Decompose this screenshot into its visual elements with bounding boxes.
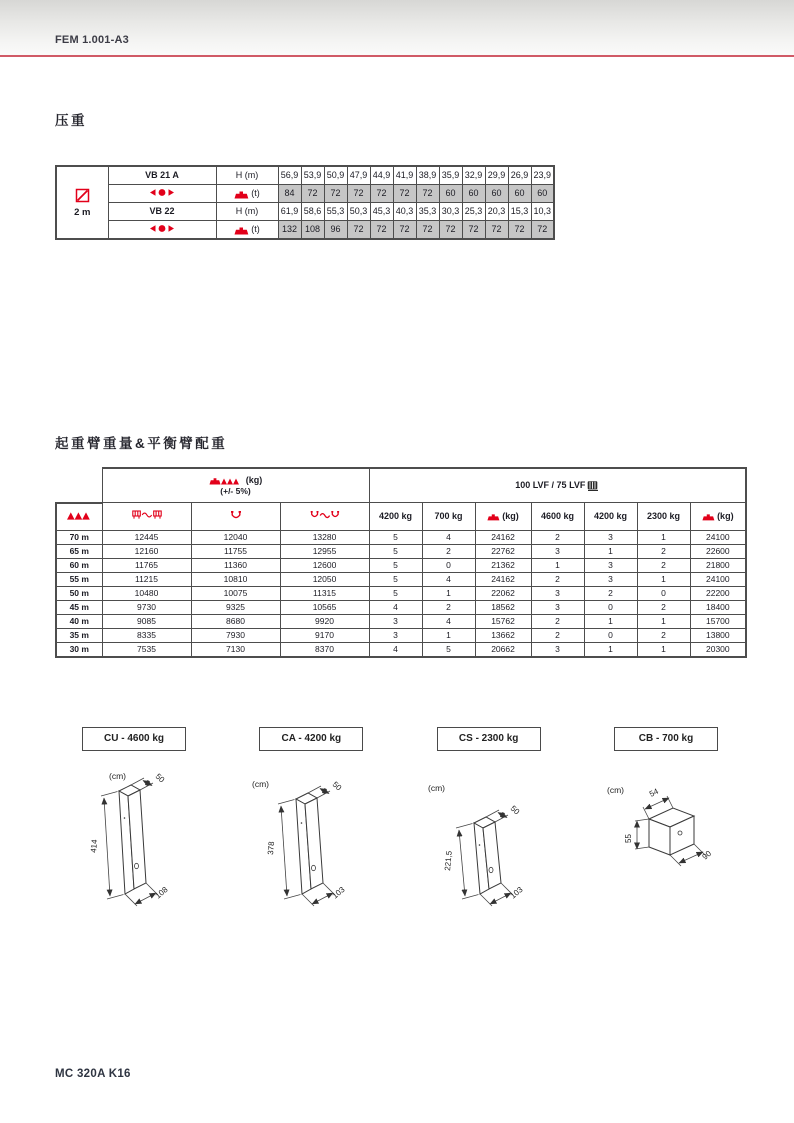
counterweight-drawing-ca — [236, 763, 386, 908]
counterweight-label: CB - 700 kg — [614, 727, 718, 751]
table-cell: 7535 — [102, 642, 191, 657]
table-cell: 72 — [393, 221, 416, 240]
table-cell: 15,3 — [508, 203, 531, 221]
table-cell: 2 — [584, 586, 637, 600]
table-cell: 60 — [439, 185, 462, 203]
table-cell: 7930 — [191, 628, 280, 642]
table-cell: 24100 — [690, 572, 746, 586]
table-cell: 4 — [369, 642, 422, 657]
table-cell: 72 — [324, 185, 347, 203]
table-cell: 2 — [531, 530, 584, 544]
counterweight-drawing-cb — [591, 763, 741, 908]
table-cell: 35,9 — [439, 166, 462, 185]
table-cell: 32,9 — [462, 166, 485, 185]
table-cell: 18400 — [690, 600, 746, 614]
table-cell: 50,3 — [347, 203, 370, 221]
unit-label: (cm) — [109, 770, 126, 781]
table-row — [56, 203, 554, 221]
column-header-counterweight-kg — [475, 503, 531, 531]
table-cell: 60 — [462, 185, 485, 203]
table-cell: 26,9 — [508, 166, 531, 185]
table-cell: 84 — [278, 185, 301, 203]
table-cell: 12600 — [280, 558, 369, 572]
table-cell: 22062 — [475, 586, 531, 600]
table-cell: 0 — [637, 586, 690, 600]
table-cell: 47,9 — [347, 166, 370, 185]
jib-length: 50 m — [56, 586, 102, 600]
mast-section-icon — [75, 188, 90, 203]
table-cell: 56,9 — [278, 166, 301, 185]
ballast-table — [55, 165, 555, 240]
table-row — [56, 642, 746, 657]
table-cell: 4 — [369, 600, 422, 614]
table-cell: 4 — [422, 530, 475, 544]
table-cell: 38,9 — [416, 166, 439, 185]
jib-length: 45 m — [56, 600, 102, 614]
table-row — [56, 558, 746, 572]
table-cell: 1 — [584, 544, 637, 558]
variant-name: VB 22 — [108, 203, 216, 221]
table-cell: 3 — [531, 642, 584, 657]
jib-length: 55 m — [56, 572, 102, 586]
hook-config-header — [191, 503, 280, 531]
table-row — [56, 600, 746, 614]
jib-weight-icon — [209, 475, 243, 485]
table-cell: 3 — [369, 614, 422, 628]
sub-header-row — [56, 503, 746, 531]
width-dimension: 54 — [647, 786, 660, 799]
counterweight-icon — [702, 512, 715, 521]
table-cell: 13662 — [475, 628, 531, 642]
central-ballast-icon — [150, 188, 174, 197]
kg-unit-label: (kg) — [717, 510, 734, 521]
table-cell: 1 — [584, 614, 637, 628]
table-cell: 18562 — [475, 600, 531, 614]
table-cell: 44,9 — [370, 166, 393, 185]
table-cell: 5 — [369, 558, 422, 572]
table-cell: 60 — [485, 185, 508, 203]
mast-cell — [56, 166, 108, 239]
column-header-block-2300: 2300 kg — [637, 503, 690, 531]
table-row — [56, 530, 746, 544]
table-cell: 22600 — [690, 544, 746, 558]
table-cell: 72 — [439, 221, 462, 240]
table-cell: 72 — [347, 185, 370, 203]
counterweight-drawing-cs — [414, 763, 564, 908]
table-cell: 1 — [584, 642, 637, 657]
table-cell: 10480 — [102, 586, 191, 600]
table-cell: 9085 — [102, 614, 191, 628]
table-cell: 11315 — [280, 586, 369, 600]
hook-pair-config-header — [280, 503, 369, 531]
table-cell: 3 — [584, 530, 637, 544]
table-row — [56, 185, 554, 203]
group-header-row — [56, 468, 746, 503]
table-cell: 2 — [531, 572, 584, 586]
table-cell: 11765 — [102, 558, 191, 572]
column-header-trolley-700: 700 kg — [422, 503, 475, 531]
table-cell: 15762 — [475, 614, 531, 628]
width-dimension: 50 — [508, 803, 521, 816]
counterweight-card-ca — [232, 727, 390, 908]
table-cell: 24100 — [690, 530, 746, 544]
height-dimension: 55 — [623, 833, 633, 843]
table-cell: 23,9 — [531, 166, 554, 185]
section-title-ballast: 压重 — [55, 113, 87, 128]
section-title-jib-weights: 起重臂重量&平衡臂配重 — [55, 436, 228, 451]
counterweight-card-cu — [55, 727, 213, 908]
table-cell: 12955 — [280, 544, 369, 558]
column-header-trolley-4200: 4200 kg — [369, 503, 422, 531]
table-cell: 21800 — [690, 558, 746, 572]
table-row — [56, 572, 746, 586]
height-row-label: H (m) — [216, 203, 278, 221]
table-cell: 20662 — [475, 642, 531, 657]
ballast-weight-icon — [234, 225, 249, 235]
table-cell: 72 — [416, 221, 439, 240]
unit-label: (cm) — [606, 784, 624, 795]
table-cell: 3 — [584, 558, 637, 572]
table-cell: 5 — [422, 642, 475, 657]
ballast-weight-icon — [234, 189, 249, 199]
table-cell: 50,9 — [324, 166, 347, 185]
depth-dimension: 103 — [508, 884, 525, 901]
jib-length: 30 m — [56, 642, 102, 657]
tonnes-unit-label: (t) — [251, 224, 260, 234]
table-cell: 4 — [422, 572, 475, 586]
column-header-counterweight-kg — [690, 503, 746, 531]
mast-size-label: 2 m — [74, 206, 91, 218]
table-cell: 13280 — [280, 530, 369, 544]
table-cell: 72 — [370, 221, 393, 240]
table-cell: 9170 — [280, 628, 369, 642]
height-dimension: 414 — [89, 838, 100, 853]
table-cell: 0 — [584, 600, 637, 614]
hook-pair-icon — [310, 511, 340, 521]
table-cell: 0 — [584, 628, 637, 642]
table-cell: 10,3 — [531, 203, 554, 221]
hoist-group-label: 100 LVF / 75 LVF — [515, 480, 586, 490]
tolerance-label: (+/- 5%) — [220, 486, 251, 497]
table-cell: 72 — [531, 221, 554, 240]
table-cell: 35,3 — [416, 203, 439, 221]
table-cell: 20300 — [690, 642, 746, 657]
table-cell: 45,3 — [370, 203, 393, 221]
table-cell: 2 — [637, 558, 690, 572]
table-cell: 1 — [422, 586, 475, 600]
height-dimension: 221,5 — [442, 849, 454, 871]
table-cell: 132 — [278, 221, 301, 240]
variant-name: VB 21 A — [108, 166, 216, 185]
counterweight-card-cb — [587, 727, 745, 908]
table-cell: 21362 — [475, 558, 531, 572]
table-cell: 72 — [508, 221, 531, 240]
counterweight-icon — [487, 512, 500, 521]
table-cell: 1 — [637, 642, 690, 657]
table-cell: 3 — [531, 544, 584, 558]
unit-label: (cm) — [427, 782, 445, 793]
table-cell: 22762 — [475, 544, 531, 558]
table-cell: 7130 — [191, 642, 280, 657]
table-cell: 2 — [422, 544, 475, 558]
table-cell: 9920 — [280, 614, 369, 628]
depth-dimension: 90 — [700, 848, 714, 862]
table-cell: 2 — [637, 628, 690, 642]
jib-length: 70 m — [56, 530, 102, 544]
counterweight-card-cs — [410, 727, 568, 908]
table-cell: 72 — [416, 185, 439, 203]
width-dimension: 50 — [330, 779, 344, 792]
height-dimension: 378 — [266, 840, 277, 855]
table-cell: 25,3 — [462, 203, 485, 221]
table-cell: 72 — [393, 185, 416, 203]
empty-corner-cell — [56, 468, 102, 503]
unit-label: (cm) — [252, 778, 270, 789]
table-cell: 11360 — [191, 558, 280, 572]
counterweight-drawing-cu — [59, 763, 209, 908]
table-cell: 8680 — [191, 614, 280, 628]
jib-length: 60 m — [56, 558, 102, 572]
jib-length: 40 m — [56, 614, 102, 628]
table-cell: 10075 — [191, 586, 280, 600]
tonnes-unit-label: (t) — [251, 188, 260, 198]
table-row — [56, 221, 554, 240]
table-cell: 40,3 — [393, 203, 416, 221]
hook-icon — [230, 511, 242, 521]
table-cell: 4 — [422, 614, 475, 628]
table-cell: 53,9 — [301, 166, 324, 185]
ballast-row-label — [216, 185, 278, 203]
counterweight-label: CS - 2300 kg — [437, 727, 541, 751]
table-row — [56, 614, 746, 628]
hoist-winch-icon — [587, 481, 599, 491]
jib-icon — [67, 511, 91, 520]
table-cell: 5 — [369, 544, 422, 558]
table-cell: 8370 — [280, 642, 369, 657]
table-cell: 3 — [584, 572, 637, 586]
kg-unit-label: (kg) — [502, 510, 519, 521]
table-cell: 10565 — [280, 600, 369, 614]
table-cell: 12445 — [102, 530, 191, 544]
table-cell: 5 — [369, 572, 422, 586]
counterweight-label: CA - 4200 kg — [259, 727, 363, 751]
table-cell: 12160 — [102, 544, 191, 558]
central-ballast-icon — [150, 224, 174, 233]
central-ballast-cell — [108, 185, 216, 203]
table-cell: 2 — [531, 614, 584, 628]
table-cell: 72 — [301, 185, 324, 203]
table-cell: 60 — [531, 185, 554, 203]
table-row — [56, 586, 746, 600]
table-cell: 2 — [637, 600, 690, 614]
table-cell: 29,9 — [485, 166, 508, 185]
table-cell: 2 — [531, 628, 584, 642]
table-cell: 24162 — [475, 572, 531, 586]
table-cell: 5 — [369, 530, 422, 544]
table-cell: 9730 — [102, 600, 191, 614]
table-cell: 11755 — [191, 544, 280, 558]
height-row-label: H (m) — [216, 166, 278, 185]
table-cell: 12040 — [191, 530, 280, 544]
table-cell: 55,3 — [324, 203, 347, 221]
table-cell: 96 — [324, 221, 347, 240]
table-row — [56, 628, 746, 642]
hoist-group-header — [369, 468, 746, 503]
table-cell: 72 — [485, 221, 508, 240]
table-cell: 15700 — [690, 614, 746, 628]
table-cell: 41,9 — [393, 166, 416, 185]
counterweight-diagrams — [55, 727, 745, 908]
table-cell: 2 — [637, 544, 690, 558]
column-header-block-4200: 4200 kg — [584, 503, 637, 531]
table-cell: 3 — [531, 586, 584, 600]
standard-reference: FEM 1.001-A3 — [55, 34, 129, 46]
table-cell: 12050 — [280, 572, 369, 586]
table-cell: 72 — [370, 185, 393, 203]
table-row — [56, 166, 554, 185]
central-ballast-cell — [108, 221, 216, 240]
table-cell: 24162 — [475, 530, 531, 544]
table-cell: 13800 — [690, 628, 746, 642]
table-cell: 8335 — [102, 628, 191, 642]
table-cell: 72 — [347, 221, 370, 240]
table-cell: 9325 — [191, 600, 280, 614]
model-reference: MC 320A K16 — [55, 1068, 131, 1080]
table-cell: 1 — [637, 614, 690, 628]
table-cell: 60 — [508, 185, 531, 203]
table-cell: 5 — [369, 586, 422, 600]
table-cell: 61,9 — [278, 203, 301, 221]
ballast-row-label — [216, 221, 278, 240]
jib-length-header — [56, 503, 102, 531]
counterweight-label: CU - 4600 kg — [82, 727, 186, 751]
table-cell: 3 — [531, 600, 584, 614]
table-cell: 0 — [422, 558, 475, 572]
jib-length: 65 m — [56, 544, 102, 558]
table-cell: 1 — [637, 530, 690, 544]
table-cell: 1 — [637, 572, 690, 586]
table-cell: 3 — [369, 628, 422, 642]
trolley-pair-icon — [132, 510, 162, 521]
table-cell: 22200 — [690, 586, 746, 600]
page-header-band — [0, 0, 794, 57]
table-cell: 72 — [462, 221, 485, 240]
width-dimension: 50 — [153, 771, 167, 784]
jib-weight-table — [55, 467, 747, 658]
table-cell: 30,3 — [439, 203, 462, 221]
table-row — [56, 544, 746, 558]
table-cell: 58,6 — [301, 203, 324, 221]
trolley-config-header — [102, 503, 191, 531]
depth-dimension: 103 — [330, 884, 347, 901]
depth-dimension: 108 — [153, 884, 170, 901]
table-cell: 1 — [531, 558, 584, 572]
table-cell: 2 — [422, 600, 475, 614]
table-cell: 1 — [422, 628, 475, 642]
table-cell: 108 — [301, 221, 324, 240]
jib-weight-unit: (kg) — [245, 474, 263, 485]
jib-length: 35 m — [56, 628, 102, 642]
table-cell: 10810 — [191, 572, 280, 586]
column-header-block-4600: 4600 kg — [531, 503, 584, 531]
table-cell: 11215 — [102, 572, 191, 586]
table-cell: 20,3 — [485, 203, 508, 221]
page-content — [0, 57, 794, 908]
jib-weight-group-header — [102, 468, 369, 503]
